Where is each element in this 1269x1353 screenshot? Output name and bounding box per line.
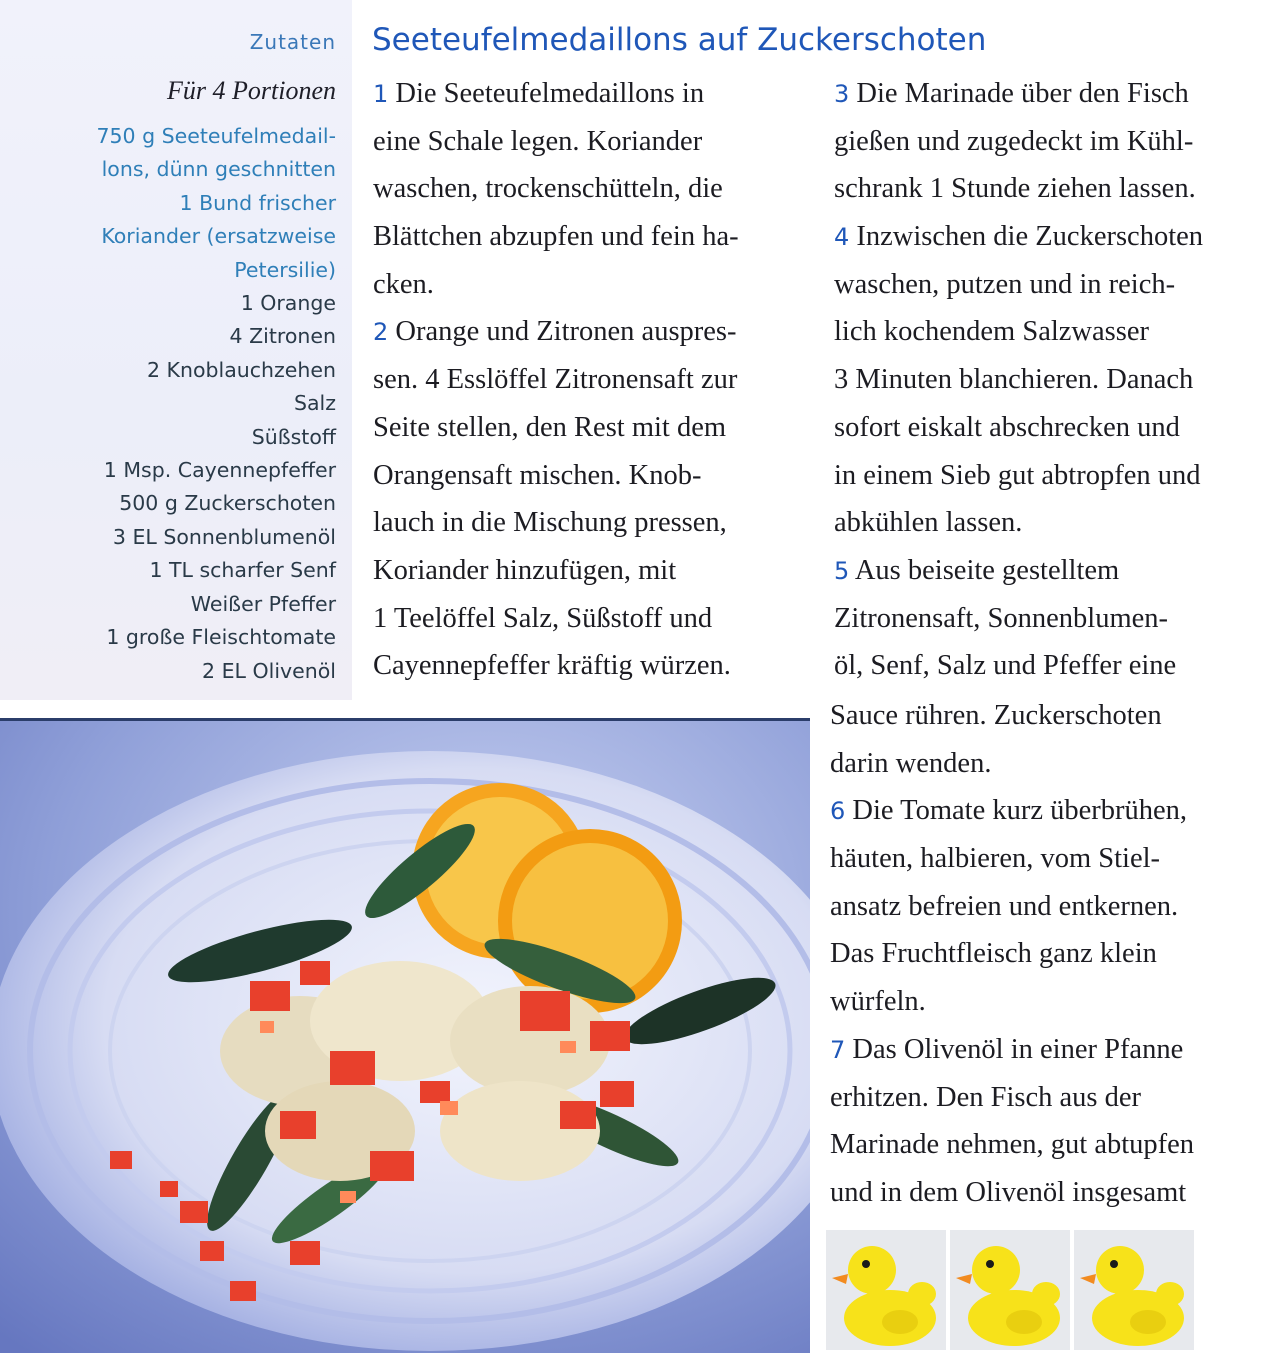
instructions-column-2	[834, 70, 1203, 690]
ingredient-line: Koriander (ersatzweise	[101, 224, 336, 249]
ingredient-line: Petersilie)	[234, 257, 336, 282]
instruction-line	[373, 356, 739, 404]
instruction-line	[834, 642, 1203, 690]
step-text: eine Schale legen. Koriander	[373, 125, 703, 157]
step-text: Aus beiseite gestelltem	[854, 554, 1120, 586]
step-text: Die Tomate kurz überbrühen,	[852, 795, 1188, 827]
step-text: abkühlen lassen.	[834, 507, 1023, 539]
step-text: häuten, halbieren, vom Stiel-	[830, 843, 1161, 875]
instruction-line	[373, 261, 739, 309]
step-text: Die Seeteufelmedaillons in	[395, 78, 705, 109]
instruction-line	[373, 70, 739, 118]
step-text: Zitronensaft, Sonnenblumen-	[834, 602, 1169, 634]
ingredient-line: Salz	[293, 391, 336, 416]
instruction-line	[830, 1074, 1194, 1122]
instruction-line	[834, 547, 1203, 595]
instructions-column-3	[830, 692, 1194, 1217]
dish-photo	[0, 718, 810, 1353]
ingredients-list	[0, 120, 336, 688]
instruction-line	[834, 404, 1203, 452]
ingredient-line: 2 EL Olivenöl	[202, 658, 336, 683]
instruction-line	[373, 118, 739, 166]
rubber-duck-icon	[1074, 1230, 1194, 1350]
dish-illustration	[0, 721, 810, 1353]
instruction-line	[830, 1169, 1194, 1217]
instruction-line	[373, 499, 739, 547]
ingredient-line: 1 Bund frischer	[179, 190, 336, 215]
step-text: cken.	[373, 268, 434, 300]
ingredient-line: 500 g Zuckerschoten	[119, 491, 336, 516]
step-text: Inzwischen die Zuckerschoten	[856, 221, 1204, 253]
instructions-column-1	[373, 70, 739, 690]
step-number: 1	[373, 80, 389, 108]
step-number: 7	[830, 1035, 846, 1064]
step-text: darin wenden.	[830, 747, 992, 779]
step-number: 3	[834, 80, 850, 108]
instruction-line	[834, 165, 1203, 213]
portions-label: Für 4 Portionen	[167, 76, 336, 105]
instruction-line	[830, 883, 1194, 931]
step-text: Orange und Zitronen auspres-	[395, 316, 737, 348]
step-text: Seite stellen, den Rest mit dem	[373, 411, 727, 443]
instruction-line	[834, 213, 1203, 261]
step-text: waschen, trockenschütteln, die	[373, 173, 723, 205]
instruction-line	[830, 740, 1194, 788]
step-text: Orangensaft mischen. Knob-	[373, 459, 702, 491]
step-text: lich kochendem Salzwasser	[834, 316, 1149, 348]
ingredients-header: Zutaten	[249, 30, 336, 54]
step-text: waschen, putzen und in reich-	[834, 268, 1176, 300]
step-text: Sauce rühren. Zuckerschoten	[830, 700, 1162, 731]
ingredient-line: 2 Knoblauchzehen	[146, 357, 336, 382]
step-text: erhitzen. Den Fisch aus der	[830, 1081, 1142, 1113]
ingredient-line: 4 Zitronen	[229, 324, 336, 349]
step-text: Marinade nehmen, gut abtupfen	[830, 1129, 1195, 1161]
instruction-line	[834, 308, 1203, 356]
step-text: Das Fruchtfleisch ganz klein	[830, 938, 1157, 970]
step-text: schrank 1 Stunde ziehen lassen.	[834, 173, 1196, 205]
ingredient-line: 1 Msp. Cayennepfeffer	[103, 458, 336, 483]
duck-strip	[826, 1230, 1198, 1350]
ingredient-line: Süßstoff	[251, 424, 336, 449]
instruction-line	[834, 356, 1203, 404]
step-text: ansatz befreien und entkernen.	[830, 890, 1179, 922]
step-text: 3 Minuten blanchieren. Danach	[834, 364, 1194, 396]
instruction-line	[830, 1121, 1194, 1169]
step-text: Die Marinade über den Fisch	[856, 78, 1189, 109]
step-text: Cayennepfeffer kräftig würzen.	[373, 650, 731, 682]
step-text: sofort eiskalt abschrecken und	[834, 411, 1180, 443]
instruction-line	[830, 1026, 1194, 1074]
step-number: 5	[834, 556, 850, 585]
step-number: 4	[834, 223, 850, 252]
instruction-line	[830, 978, 1194, 1026]
ingredient-line: 3 EL Sonnenblumenöl	[112, 524, 336, 549]
instruction-line	[834, 70, 1203, 118]
step-text: Koriander hinzufügen, mit	[373, 554, 677, 586]
instruction-line	[834, 595, 1203, 643]
step-text: gießen und zugedeckt im Kühl-	[834, 125, 1194, 157]
step-text: Blättchen abzupfen und fein ha-	[373, 221, 739, 253]
instruction-line	[373, 165, 739, 213]
step-text: in einem Sieb gut abtropfen und	[834, 459, 1201, 491]
instruction-line	[373, 595, 739, 643]
instruction-line	[373, 404, 739, 452]
step-text: sen. 4 Esslöffel Zitronensaft zur	[373, 364, 738, 396]
ingredient-line: 1 TL scharfer Senf	[149, 558, 336, 583]
instruction-line	[834, 499, 1203, 547]
instruction-line	[373, 213, 739, 261]
instruction-line	[373, 642, 739, 690]
ingredient-line: lons, dünn geschnitten	[101, 157, 336, 182]
step-number: 6	[830, 797, 846, 826]
ingredient-line: 1 Orange	[240, 291, 336, 316]
instruction-line	[830, 692, 1194, 740]
step-text: 1 Teelöffel Salz, Süßstoff und	[373, 602, 713, 634]
recipe-title: Seeteufelmedaillons auf Zuckerschoten	[372, 22, 987, 58]
step-number: 2	[373, 318, 389, 347]
instruction-line	[373, 547, 739, 595]
step-text: öl, Senf, Salz und Pfeffer eine	[834, 650, 1177, 682]
instruction-line	[830, 787, 1194, 835]
rubber-duck-icon	[826, 1230, 946, 1350]
rubber-duck-icon	[950, 1230, 1070, 1350]
instruction-line	[373, 452, 739, 500]
step-text: lauch in die Mischung pressen,	[373, 507, 727, 539]
instruction-line	[373, 308, 739, 356]
step-text: und in dem Olivenöl insgesamt	[830, 1176, 1187, 1208]
instruction-line	[830, 930, 1194, 978]
ingredient-line: Weißer Pfeffer	[190, 591, 336, 616]
step-text: Das Olivenöl in einer Pfanne	[852, 1033, 1184, 1065]
ingredient-line: 1 große Fleischtomate	[106, 625, 336, 650]
instruction-line	[834, 452, 1203, 500]
step-text: würfeln.	[830, 986, 926, 1018]
ingredient-line: 750 g Seeteufelmedail-	[96, 124, 336, 148]
instruction-line	[830, 835, 1194, 883]
instruction-line	[834, 261, 1203, 309]
instruction-line	[834, 118, 1203, 166]
